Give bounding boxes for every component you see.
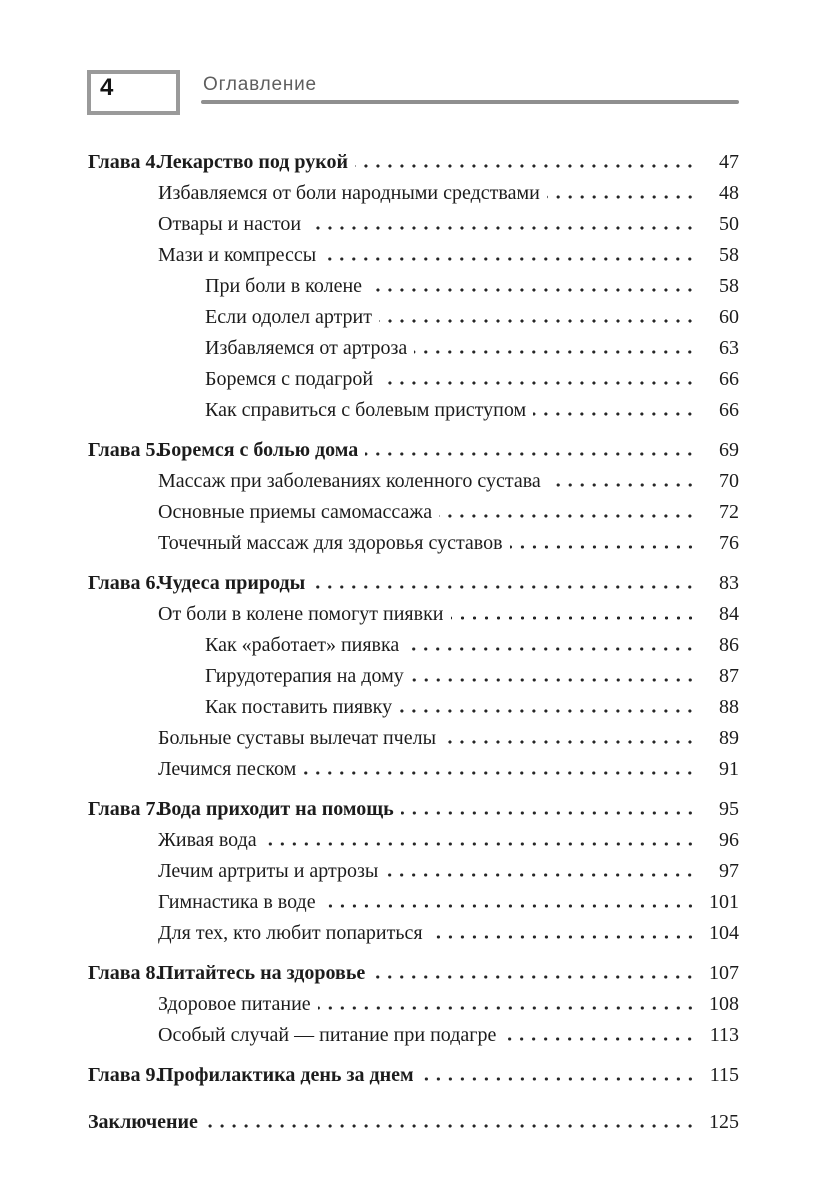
toc-entry-page-number: 60 (719, 306, 739, 328)
toc-entry-title: Лекарство под рукой (158, 151, 349, 173)
toc-entry (88, 754, 739, 785)
dot-leader (451, 616, 697, 620)
toc-entry-title: Здоровое питание (158, 993, 311, 1015)
toc-entry (88, 794, 739, 825)
toc-entry-page-number: 69 (719, 439, 739, 461)
toc-entry (88, 723, 739, 754)
toc-entry-title: Для тех, кто любит попариться (158, 922, 423, 944)
dot-leader (323, 904, 696, 908)
toc-entry-page-number: 96 (719, 829, 739, 851)
toc-entry-page-number: 88 (719, 696, 739, 718)
toc-entry-title: Гирудотерапия на дому (205, 665, 404, 687)
toc-entry-page-number: 97 (719, 860, 739, 882)
toc-entry-page-number: 101 (709, 891, 739, 913)
toc-entry-title: Живая вода (158, 829, 257, 851)
toc-entry-title: Боремся с болью дома (158, 439, 359, 461)
dot-leader (372, 975, 696, 979)
dot-leader (205, 1124, 696, 1128)
toc-entry-page-number: 107 (709, 962, 739, 984)
dot-leader (312, 585, 696, 589)
toc-entry (88, 989, 739, 1020)
toc-entry (88, 435, 739, 466)
toc-entry-title: Питайтесь на здоровье (158, 962, 366, 984)
toc-entry-title: Гимнастика в воде (158, 891, 316, 913)
toc-entry (88, 466, 739, 497)
toc-entry-page-number: 125 (709, 1111, 739, 1133)
toc-entry-chapter-label: Глава 5. (88, 439, 161, 461)
toc-entry (88, 918, 739, 949)
dot-leader (533, 412, 696, 416)
toc-entry (88, 1060, 739, 1091)
toc-entry-page-number: 108 (709, 993, 739, 1015)
toc-entry (88, 147, 739, 178)
toc-entry-page-number: 86 (719, 634, 739, 656)
dot-leader (439, 514, 696, 518)
toc-entry-page-number: 47 (719, 151, 739, 173)
toc-entry-title: Больные суставы вылечат пчелы (158, 727, 437, 749)
toc-entry (88, 395, 739, 426)
dot-leader (399, 709, 696, 713)
toc-entry-title: Профилактика день за днем (158, 1064, 414, 1086)
toc-entry (88, 178, 739, 209)
toc-list (88, 138, 739, 1138)
dot-leader (401, 811, 696, 815)
toc-entry-chapter-label: Глава 4. (88, 151, 161, 173)
dot-leader (547, 195, 696, 199)
dot-leader (355, 164, 696, 168)
toc-entry-chapter-label: Глава 7. (88, 798, 161, 820)
toc-entry-title: Чудеса природы (158, 572, 306, 594)
toc-entry-page-number: 58 (719, 275, 739, 297)
toc-entry-title: Боремся с подагрой (205, 368, 374, 390)
toc-entry-title: Массаж при заболеваниях коленного сустава (158, 470, 541, 492)
toc-entry (88, 1107, 739, 1138)
toc-entry-title: Мази и компрессы (158, 244, 317, 266)
toc-entry (88, 661, 739, 692)
dot-leader (365, 452, 696, 456)
dot-leader (323, 257, 696, 261)
toc-entry (88, 528, 739, 559)
header-title: Оглавление (203, 74, 317, 95)
dot-leader (308, 226, 696, 230)
toc-entry (88, 271, 739, 302)
toc-entry-page-number: 113 (709, 1024, 739, 1046)
toc-entry-page-number: 76 (719, 532, 739, 554)
toc-entry-title: Лечимся песком (158, 758, 297, 780)
toc-entry (88, 364, 739, 395)
toc-entry-title: Лечим артриты и артрозы (158, 860, 379, 882)
toc-entry-page-number: 83 (719, 572, 739, 594)
toc-entry-chapter-label: Глава 9. (88, 1064, 161, 1086)
toc-entry-page-number: 91 (719, 758, 739, 780)
toc-entry-page-number: 72 (719, 501, 739, 523)
dot-leader (430, 935, 696, 939)
toc-entry (88, 209, 739, 240)
page-number-box (87, 70, 180, 115)
toc-entry (88, 497, 739, 528)
dot-leader (380, 381, 696, 385)
toc-entry-title: Избавляемся от боли народными средствами (158, 182, 540, 204)
toc-entry-page-number: 95 (719, 798, 739, 820)
toc-entry-title: От боли в колене помогут пиявки (158, 603, 444, 625)
toc-entry-title: При боли в колене (205, 275, 363, 297)
toc-entry-title: Основные приемы самомассажа (158, 501, 433, 523)
toc-entry-title: Как поставить пиявку (205, 696, 393, 718)
toc-entry-page-number: 84 (719, 603, 739, 625)
toc-entry (88, 825, 739, 856)
dot-leader (414, 350, 696, 354)
toc-entry-title: Избавляемся от артроза (205, 337, 408, 359)
toc-entry-title: Если одолел артрит (205, 306, 372, 328)
dot-leader (406, 647, 696, 651)
toc-entry (88, 333, 739, 364)
toc-entry (88, 630, 739, 661)
dot-leader (503, 1037, 696, 1041)
toc-entry-title: Как «работает» пиявка (205, 634, 400, 656)
dot-leader (379, 319, 696, 323)
toc-entry (88, 692, 739, 723)
toc-entry-title: Вода приходит на помощь (158, 798, 394, 820)
dot-leader (303, 771, 696, 775)
toc-entry-page-number: 58 (719, 244, 739, 266)
toc-entry-chapter-label: Глава 6. (88, 572, 161, 594)
toc-entry-page-number: 89 (719, 727, 739, 749)
toc-entry-page-number: 104 (709, 922, 739, 944)
dot-leader (369, 288, 696, 292)
dot-leader (510, 545, 696, 549)
toc-entry (88, 958, 739, 989)
toc-entry (88, 568, 739, 599)
toc-entry-page-number: 63 (719, 337, 739, 359)
toc-entry (88, 887, 739, 918)
toc-entry-page-number: 66 (719, 399, 739, 421)
toc-entry (88, 1020, 739, 1051)
toc-entry-chapter-label: Глава 8. (88, 962, 161, 984)
toc-entry-page-number: 48 (719, 182, 739, 204)
toc-entry-title: Особый случай — питание при подагре (158, 1024, 497, 1046)
toc-entry (88, 599, 739, 630)
dot-leader (318, 1006, 696, 1010)
toc-entry-page-number: 87 (719, 665, 739, 687)
header-rule (201, 100, 739, 104)
dot-leader (264, 842, 696, 846)
toc-entry-page-number: 66 (719, 368, 739, 390)
toc-entry (88, 302, 739, 333)
dot-leader (385, 873, 696, 877)
dot-leader (548, 483, 696, 487)
toc-entry-title: Отвары и настои (158, 213, 302, 235)
toc-entry-page-number: 70 (719, 470, 739, 492)
dot-leader (443, 740, 696, 744)
toc-entry (88, 240, 739, 271)
toc-entry (88, 856, 739, 887)
dot-leader (411, 678, 696, 682)
page-number: 4 (100, 74, 114, 101)
toc-entry-page-number: 50 (719, 213, 739, 235)
toc-entry-title: Точечный массаж для здоровья суставов (158, 532, 503, 554)
dot-leader (421, 1077, 696, 1081)
toc-entry-title: Заключение (88, 1111, 198, 1133)
toc-entry-page-number: 115 (709, 1064, 739, 1086)
toc-entry-title: Как справиться с болевым приступом (205, 399, 527, 421)
